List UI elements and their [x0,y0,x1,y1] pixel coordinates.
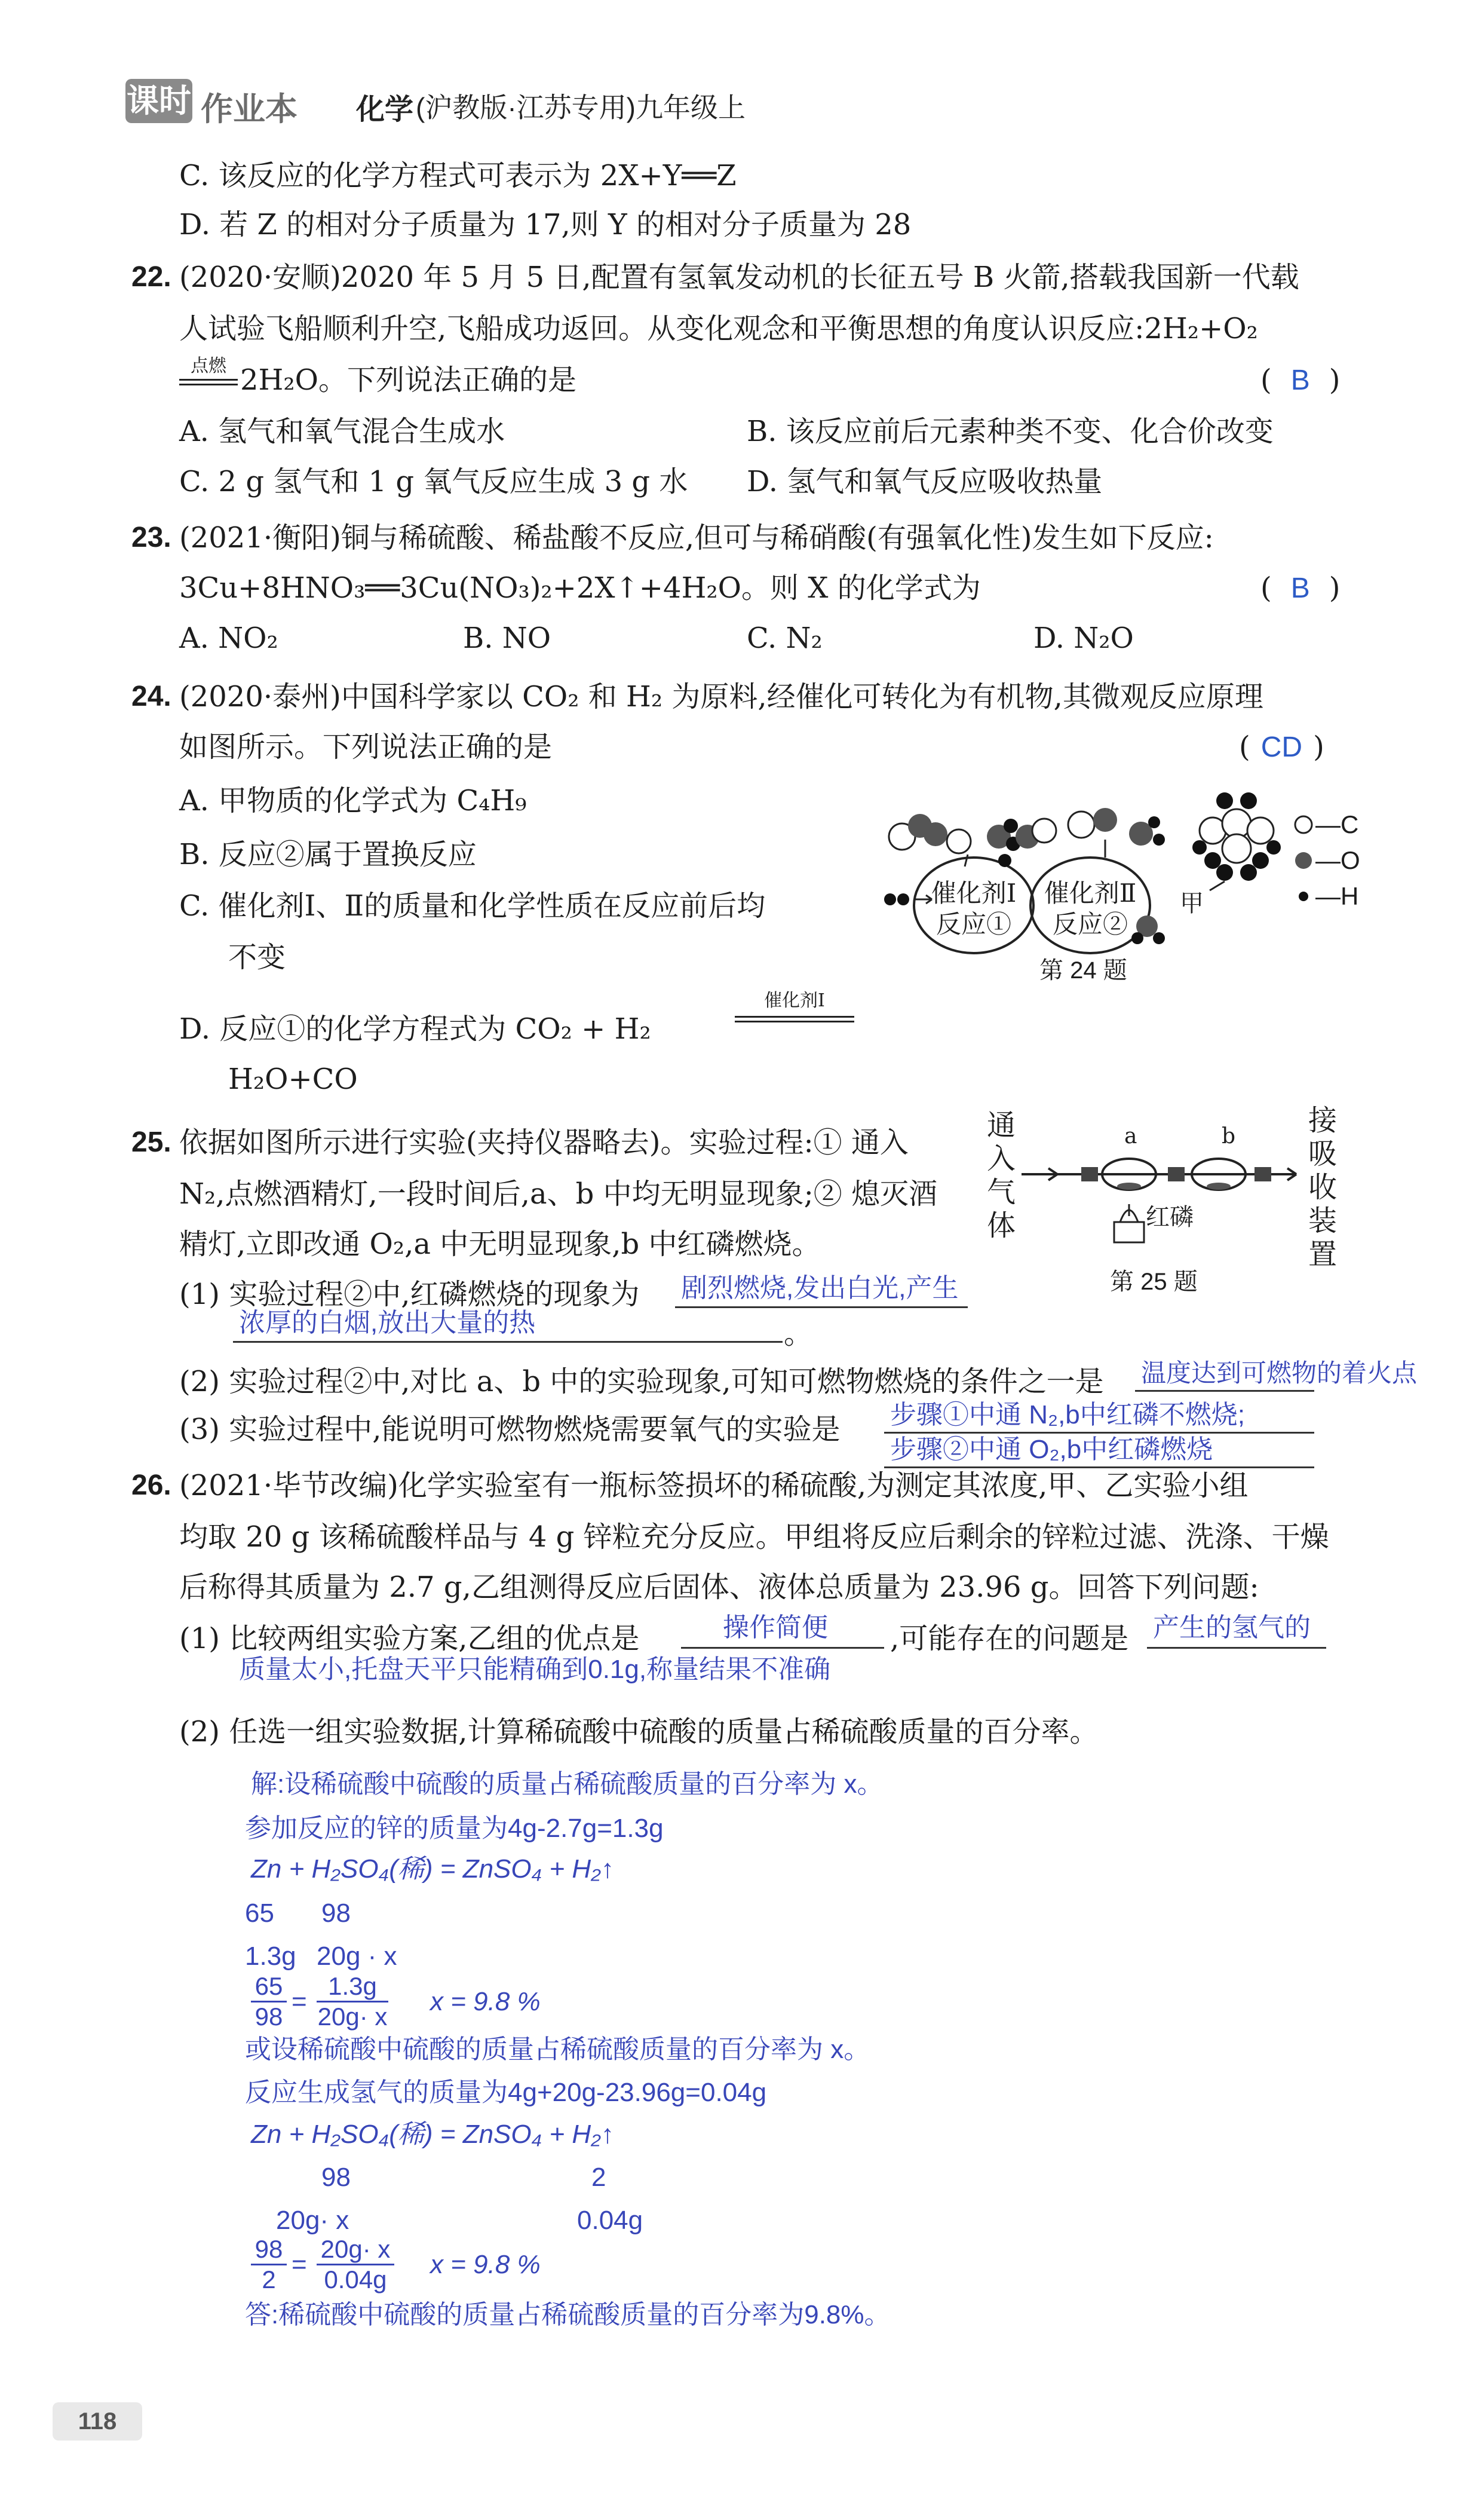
answer-underline [681,1647,884,1649]
fraction-ratio-2 [317,1972,388,2031]
q24-option-b: B. 反应②属于置换反应 [179,838,477,871]
reaction-arrow-line [179,384,238,385]
q25-part1: (1) 实验过程②中,红磷燃烧的现象为 [179,1278,640,1311]
figure-24-reaction1: 反应① [935,910,1011,939]
q23-number: 23. [131,522,171,553]
q21-option-c: C. 该反应的化学方程式可表示为 2X+Y══Z [179,159,737,192]
fraction-denominator: 98 [251,2001,287,2031]
q22-line2: 人试验飞船顺利升空,飞船成功返回。从变化观念和平衡思想的角度认识反应:2H₂+O₂ [179,312,1258,345]
q22-line1: (2020·安顺)2020 年 5 月 5 日,配置有氢氧发动机的长征五号 B 火箭,搭载我国新一代载 [179,261,1299,294]
solution-alt-actual-h2so4: 20g· x [276,2206,349,2235]
page-number-badge [53,2402,142,2441]
q22-answer-bracket: ( B ) [1260,363,1341,397]
solution-line-1: 解:设稀硫酸中硫酸的质量占稀硫酸质量的百分率为 x。 [251,1769,884,1799]
q25-part3: (3) 实验过程中,能说明可燃物燃烧需要氧气的实验是 [179,1413,841,1446]
q22-option-d: D. 氢气和氧气反应吸收热量 [747,465,1103,498]
q25-line3: 精灯,立即改通 O₂,a 中无明显现象,b 中红磷燃烧。 [179,1227,821,1261]
q22-option-c: C. 2 g 氢气和 1 g 氧气反应生成 3 g 水 [179,465,688,498]
q24-line2: 如图所示。下列说法正确的是 [179,730,553,764]
q24-number: 24. [131,681,171,712]
solution-actual-zn: 1.3g [245,1942,296,1971]
fraction-numerator: 20g· x [320,2235,391,2263]
answer-underline [1147,1647,1326,1649]
figure-25-inlet-label: 通入气体 [986,1109,1016,1242]
q26-number: 26. [131,1469,171,1501]
logo-text: 课时 [127,83,191,119]
solution-actual-h2so4: 20g · x [317,1942,397,1971]
q22-number: 22. [131,261,171,293]
page-number: 118 [78,2408,117,2435]
legend-oxygen: —O [1315,846,1360,874]
q25-part3-answer1: 步骤①中通 N₂,b中红磷不燃烧; [890,1400,1245,1429]
fraction-denominator: 2 [251,2264,287,2294]
q24-option-d-line1: D. 反应①的化学方程式为 CO₂ + H₂ [179,1012,651,1046]
q25-part1-answer1: 剧烈燃烧,发出白光,产生 [681,1273,959,1303]
solution-equation-1: Zn + H₂SO₄(稀) = ZnSO₄ + H₂↑ [251,1854,614,1884]
q22-option-a: A. 氢气和氧气混合生成水 [179,415,505,448]
legend-carbon: —C [1315,810,1359,838]
solution-equation-2: Zn + H₂SO₄(稀) = ZnSO₄ + H₂↑ [251,2120,614,2149]
fraction-numerator: 98 [254,2235,283,2263]
q26-line1: (2021·毕节改编)化学实验室有一瓶标签损坏的稀硫酸,为测定其浓度,甲、乙实验小组 [179,1469,1249,1502]
edition-text: (沪教版·江苏专用)九年级上 [416,92,746,123]
solution-alt-line-2: 反应生成氢气的质量为4g+20g-23.96g=0.04g [245,2078,767,2107]
figure-25 [986,1104,1368,1306]
q26-line2: 均取 20 g 该稀硫酸样品与 4 g 锌粒充分反应。甲组将反应后剩余的锌粒过滤、洗涤、干燥 [179,1520,1329,1554]
figure-24-catalyst1: 催化剂Ⅰ [931,878,1017,908]
fraction-denominator: 0.04g [317,2264,394,2294]
solution-line-2: 参加反应的锌的质量为4g-2.7g=1.3g [245,1814,664,1843]
q25-part3-answer2: 步骤②中通 O₂,b中红磷燃烧 [890,1435,1213,1464]
q25-part2-answer: 温度达到可燃物的着火点 [1141,1359,1418,1387]
solution-alt-actual-h2: 0.04g [577,2206,643,2235]
q24-option-d-line2: H₂O+CO [228,1062,358,1096]
q24-line1: (2020·泰州)中国科学家以 CO₂ 和 H₂ 为原料,经催化可转化为有机物,其微观反应原理 [179,680,1263,714]
q24-answer-bracket: ( CD ) [1239,730,1324,764]
q26-line3: 后称得其质量为 2.7 g,乙组测得反应后固体、液体总质量为 23.96 g。回答下列问题: [179,1570,1259,1604]
solution-alt-mass-h2so4: 98 [321,2163,351,2192]
fraction-ratio-1 [251,1972,287,2031]
q24-option-c-line2: 不变 [228,941,286,974]
figure-24-caption: 第 24 题 [1039,957,1127,984]
figure-25-label-a: a [1124,1124,1137,1149]
q23-option-c: C. N₂ [747,621,823,655]
q22-option-b: B. 该反应前后元素种类不变、化合价改变 [747,415,1274,448]
q21-option-d: D. 若 Z 的相对分子质量为 17,则 Y 的相对分子质量为 28 [179,208,912,241]
fraction-ratio-3 [251,2235,287,2294]
equals-sign: = [292,2250,307,2279]
page-header [125,71,1380,136]
figure-25-label-b: b [1222,1124,1236,1149]
solution-result-2: x = 9.8 % [430,2250,541,2279]
q23-option-d: D. N₂O [1033,621,1134,655]
figure-24-jia: 甲 [1180,890,1204,917]
q25-line2: N₂,点燃酒精灯,一段时间后,a、b 中均无明显现象;② 熄灭酒 [179,1177,938,1211]
answer-underline [1135,1390,1314,1392]
q26-part2: (2) 任选一组实验数据,计算稀硫酸中硫酸的质量占稀硫酸质量的百分率。 [179,1715,1099,1749]
q24-d-condition: 催化剂Ⅰ [764,990,825,1011]
fraction-ratio-4 [317,2235,394,2294]
series-logo [125,79,192,123]
reaction-arrow-line [179,379,238,381]
figure-25-outlet-label: 接吸收装置 [1308,1104,1337,1271]
figure-24-reaction2: 反应② [1052,910,1128,939]
q26-part1-answer2: 产生的氢气的 [1153,1613,1311,1642]
period: 。 [784,1317,813,1351]
q23-answer: B [1290,572,1310,604]
solution-alt-mass-h2: 2 [591,2163,606,2192]
q24-answer: CD [1260,731,1303,763]
reaction-arrow-line [735,1016,854,1018]
answer-underline [233,1341,783,1343]
q25-number: 25. [131,1126,171,1158]
q23-option-a: A. NO₂ [179,621,278,655]
q22-answer: B [1290,365,1310,396]
q23-option-b: B. NO [463,621,551,655]
q25-part2: (2) 实验过程②中,对比 a、b 中的实验现象,可知可燃物燃烧的条件之一是 [179,1365,1104,1398]
q23-line1: (2021·衡阳)铜与稀硫酸、稀盐酸不反应,但可与稀硝酸(有强氧化性)发生如下反应: [179,521,1214,555]
q22-condition: 点燃 [191,356,226,376]
figure-25-label-phosphorus: 红磷 [1146,1204,1194,1231]
fraction-numerator: 65 [254,1972,283,2000]
legend-hydrogen: —H [1315,882,1359,910]
reaction-arrow-line [735,1021,854,1022]
solution-alt-line-1: 或设稀硫酸中硫酸的质量占稀硫酸质量的百分率为 x。 [245,2035,870,2064]
figure-25-caption: 第 25 题 [1110,1269,1198,1295]
q23-line2: 3Cu+8HNO₃══3Cu(NO₃)₂+2X↑+4H₂O。则 X 的化学式为 [179,571,981,605]
q25-part1-answer2: 浓厚的白烟,放出大量的热 [239,1308,536,1337]
q22-line3: 2H₂O。下列说法正确的是 [240,363,576,397]
figure-24 [854,777,1404,992]
q23-answer-bracket: ( B ) [1260,571,1341,605]
solution-mass-h2so4: 98 [321,1899,351,1928]
fraction-denominator: 20g· x [317,2001,388,2031]
fraction-numerator: 1.3g [328,1972,377,2000]
q24-option-c-line1: C. 催化剂Ⅰ、Ⅱ的质量和化学性质在反应前后均 [179,889,766,923]
solution-mass-zn: 65 [245,1899,274,1928]
solution-answer: 答:稀硫酸中硫酸的质量占稀硫酸质量的百分率为9.8%。 [245,2300,891,2329]
answer-underline [675,1306,968,1308]
subject-name: 化学 [356,94,414,125]
figure-24-catalyst2: 催化剂Ⅱ [1044,878,1137,908]
series-name: 作业本 [201,91,297,127]
q26-part1b: ,可能存在的问题是 [890,1622,1129,1655]
q24-option-a: A. 甲物质的化学式为 C₄H₉ [179,784,527,817]
q25-line1: 依据如图所示进行实验(夹持仪器略去)。实验过程:① 通入 [179,1126,909,1159]
q26-part1-answer1: 操作简便 [723,1613,828,1642]
solution-result-1: x = 9.8 % [430,1987,541,2016]
equals-sign: = [292,1987,307,2016]
q26-part1a: (1) 比较两组实验方案,乙组的优点是 [179,1622,640,1655]
q26-part1-answer3: 质量太小,托盘天平只能精确到0.1g,称量结果不准确 [239,1655,831,1684]
